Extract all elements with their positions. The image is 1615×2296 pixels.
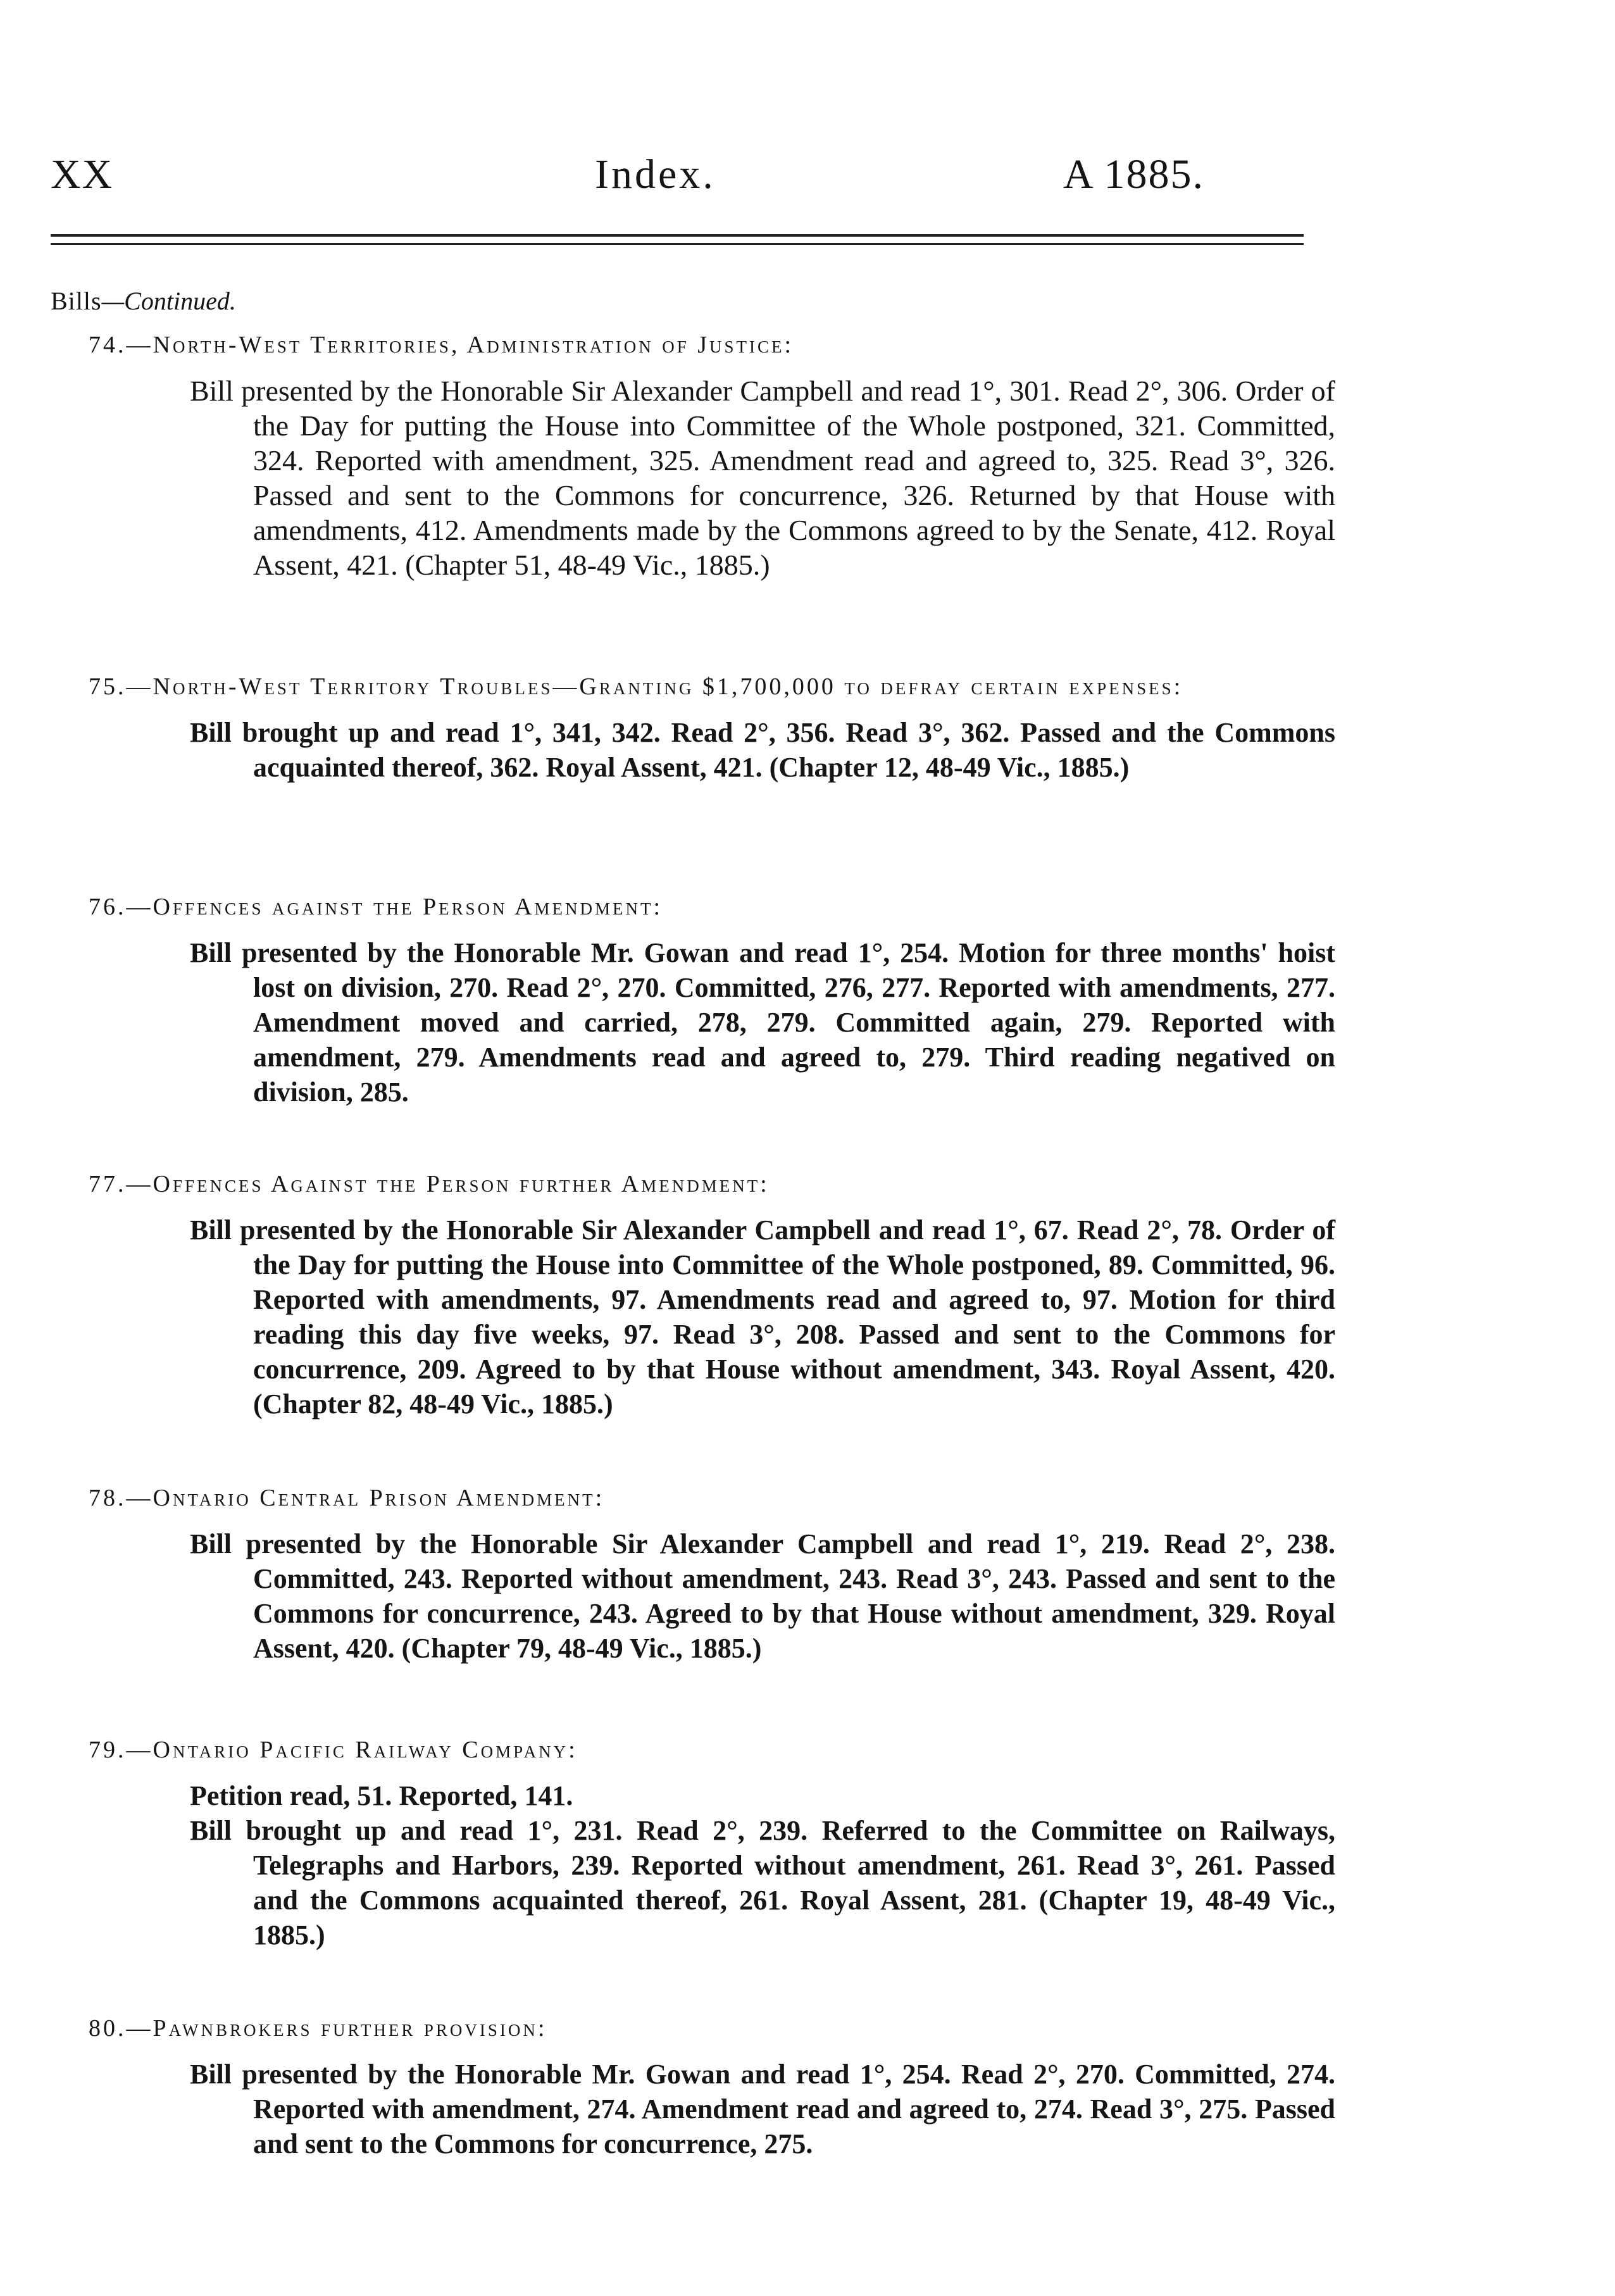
index-entry-76: [51, 891, 1348, 1109]
continued-label: [51, 286, 236, 316]
index-entry-77: [51, 1168, 1348, 1421]
entry-body: [51, 715, 1348, 785]
entry-paragraph: Bill presented by the Honorable Mr. Gowan and read 1°, 254. Read 2°, 270. Committed, 274. Reported with amendment, 274. Amendment read and agreed to, 274. Read 3°, 275. Passed and sent to the Commons for concurrence, 275.: [190, 2059, 1335, 2159]
page-title: Index.: [595, 151, 716, 197]
entry-paragraph: Bill presented by the Honorable Sir Alexander Campbell and read 1°, 219. Read 2°, 238. Committed, 243. Reported without amendment, 243. Read 3°, 243. Passed and sent to the Commons for concurrence, 243. Agreed to by that House without amendment, 329. Royal Assent, 420. (Chapter 79, 48-49 Vic., 1885.): [190, 1528, 1335, 1664]
entry-body: [51, 1778, 1348, 1952]
index-entry-79: [51, 1734, 1348, 1952]
page-number: XX: [51, 151, 114, 197]
entry-body: [51, 2057, 1348, 2161]
running-head: [51, 151, 1316, 208]
index-entry-80: [51, 2012, 1348, 2161]
entry-paragraph: Bill presented by the Honorable Mr. Gowan and read 1°, 254. Motion for three months' hoist lost on division, 270. Read 2°, 270. Committed, 276, 277. Reported with amendments, 277. Amendment moved and carried, 278, 279. Committed again, 279. Reported with amendment, 279. Amendments read and agreed to, 279. Third reading negatived on division, 285.: [190, 937, 1335, 1107]
entry-paragraph: Bill brought up and read 1°, 341, 342. Read 2°, 356. Read 3°, 362. Passed and the Commons acquainted thereof, 362. Royal Assent, 421. (Chapter 12, 48-49 Vic., 1885.): [190, 717, 1335, 783]
entry-heading: 78.—Ontario Central Prison Amendment:: [89, 1485, 605, 1511]
header-rule-top: [51, 234, 1304, 237]
entry-heading: 77.—Offences Against the Person further Amendment:: [89, 1171, 770, 1197]
entry-heading: 79.—Ontario Pacific Railway Company:: [89, 1737, 578, 1763]
entry-heading: 80.—Pawnbrokers further provision:: [89, 2015, 547, 2042]
index-entry-78: [51, 1482, 1348, 1666]
entry-paragraph: Bill brought up and read 1°, 231. Read 2°, 239. Referred to the Committee on Railways, Telegraphs and Harbors, 239. Reported without amendment, 261. Read 3°, 261. Passed and the Commons acquainted thereof, 261. Royal Assent, 281. (Chapter 19, 48-49 Vic., 1885.): [190, 1815, 1335, 1950]
entry-paragraph: Bill presented by the Honorable Sir Alexander Campbell and read 1°, 301. Read 2°, 306. Order of the Day for putting the House into Committee of the Whole postponed, 321. Committed, 324. Reported with amendment, 325. Amendment read and agreed to, 325. Read 3°, 326. Passed and sent to the Commons for concurrence, 326. Returned by that House with amendments, 412. Amendments made by the Commons agreed to by the Senate, 412. Royal Assent, 421. (Chapter 51, 48-49 Vic., 1885.): [190, 375, 1335, 581]
entry-body: [51, 1526, 1348, 1666]
index-entry-75: [51, 671, 1348, 785]
entry-heading: 76.—Offences against the Person Amendment:: [89, 894, 663, 920]
entry-paragraph: Petition read, 51. Reported, 141.: [190, 1780, 573, 1811]
entry-body: [51, 373, 1348, 582]
entry-heading: 74.—North-West Territories, Administration of Justice:: [89, 332, 794, 358]
entry-paragraph: Bill presented by the Honorable Sir Alexander Campbell and read 1°, 67. Read 2°, 78. Order of the Day for putting the House into Committee of the Whole postponed, 89. Committed, 96. Reported with amendments, 97. Amendments read and agreed to, 97. Motion for third reading this day five weeks, 97. Read 3°, 208. Passed and sent to the Commons for concurrence, 209. Agreed to by that House without amendment, 343. Royal Assent, 420. (Chapter 82, 48-49 Vic., 1885.): [190, 1214, 1335, 1419]
year-label: A 1885.: [1063, 151, 1205, 197]
header-rule-bottom: [51, 243, 1304, 245]
entry-body: [51, 935, 1348, 1109]
entry-heading: 75.—North-West Territory Troubles—Granting $1,700,000 to defray certain expenses:: [89, 673, 1183, 700]
section-name: Bills: [51, 287, 102, 315]
index-entry-74: [51, 329, 1348, 582]
entry-body: [51, 1213, 1348, 1421]
continued-text: —Continued.: [101, 287, 236, 315]
